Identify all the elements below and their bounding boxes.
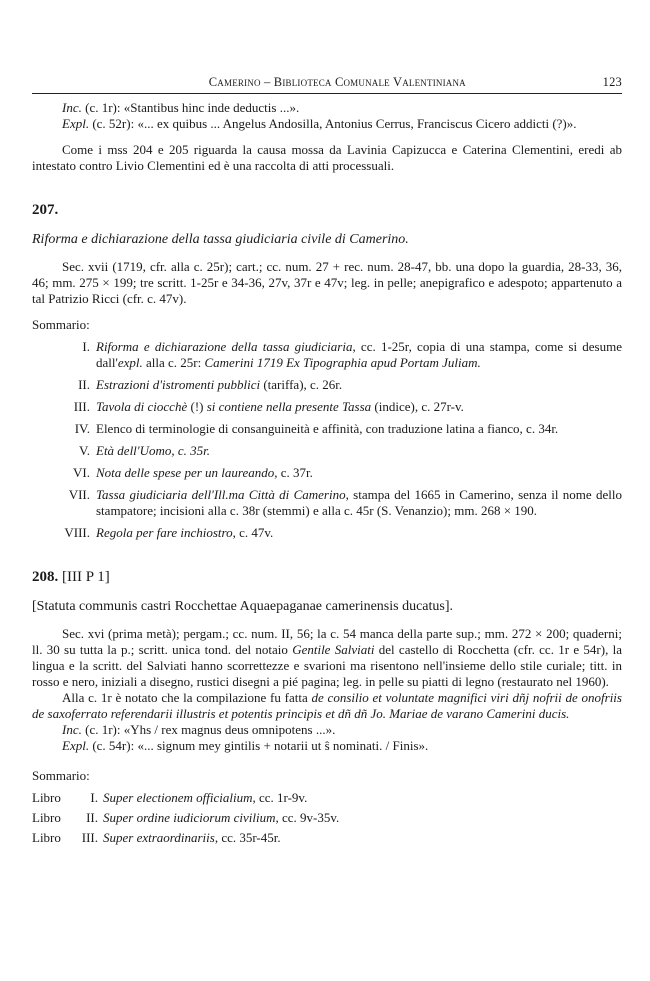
libro-word: Libro (32, 790, 61, 805)
summary-item-number: VII. (68, 487, 90, 502)
inc-text: (c. 1r): «Yhs / rex magnus deus omnipotens ...». (85, 722, 336, 737)
summary-item-text (96, 525, 622, 541)
summary-item-number: II. (78, 377, 90, 392)
summary-item (32, 443, 622, 459)
summary-item-part: , cc. 1-25r, copia di una stampa, come si desume dall' (96, 339, 622, 370)
section-207-sommario-label: Sommario: (32, 317, 90, 332)
inc-label: Inc. (62, 722, 82, 737)
summary-item-part: Riforma e dichiarazione della tassa giudiciaria (96, 339, 353, 354)
desc-b: del castello di Rocchetta (cfr. cc. 1r e 54r), la lingua e la scritt. del Salviati hanno scorrettezze e svarioni ma risentono nell'insieme dello stile curiale; titt. in rosso e nero, iniziali a disegno, rustici disegni a pié pagina; leg. in pelle su piatti di legno (restaurato nel 1960). (32, 642, 622, 689)
summary-item-part: , stampa del 1665 in Camerino, senza il nome dello stampatore; incisioni alla c. 38r (stemmi) e alla c. 45r (S. Venanzio); mm. 268 × 190. (96, 487, 622, 518)
summary-item-text (96, 443, 622, 459)
expl-text: (c. 54r): «... signum mey gintilis + notarii ut ŝ nominati. / Finis». (92, 738, 429, 753)
libro-rest: , cc. 9v-35v. (275, 810, 340, 825)
libro-num: II. (86, 810, 98, 825)
summary-item-part: Età dell'Uomo, c. 35r. (96, 443, 210, 458)
summary-item-number: VI. (73, 465, 90, 480)
section-208-heading (32, 569, 622, 585)
expl-label: Expl. (62, 116, 90, 131)
section-208-summary-list (32, 790, 622, 846)
section-208-shelfmark: [III P 1] (62, 569, 110, 585)
summary-item-part: si contiene nella presente Tassa (206, 399, 372, 414)
section-208-note (32, 690, 622, 722)
libro-it: Super ordine iudiciorum civilium (103, 810, 276, 825)
libro-rest: , cc. 1r-9v. (252, 790, 308, 805)
desc-notary: Gentile Salviati (292, 642, 375, 657)
summary-item-part: Camerini 1719 Ex Tipographia apud Portam Juliam. (204, 355, 481, 370)
summary-item-number: III. (73, 399, 90, 414)
running-title: Camerino – Biblioteca Comunale Valentiniana (208, 75, 466, 89)
summary-item (32, 525, 622, 541)
summary-item-text (96, 399, 622, 415)
summary-item (32, 421, 622, 437)
intro-note: Come i mss 204 e 205 riguarda la causa mossa da Lavinia Capizucca e Caterina Clementini, eredi ab intestato contro Livio Clementini ed è una raccolta di atti processuali. (32, 142, 622, 173)
summary-item-text (96, 339, 622, 371)
section-207-summary-list (32, 339, 622, 541)
section-208-expl (32, 738, 622, 754)
summary-item-part: alla c. 25r: (142, 355, 205, 370)
summary-item (32, 399, 622, 415)
note-quote: de consilio et voluntate magnifici viri dñj nofrii de onofriis de saxoferrato referendarii illustris et potentis principis et dñ dñ Jo. Mariae de varano Camerini ducis. (32, 690, 622, 721)
libro-word: Libro (32, 830, 61, 845)
summary-item-part: Regola per fare inchiostro (96, 525, 233, 540)
summary-item-part: expl. (117, 355, 143, 370)
expl-text: (c. 52r): «... ex quibus ... Angelus Andosilla, Antonius Cerrus, Franciscus Cicero addicti (?)». (92, 116, 577, 131)
summary-item-number: I. (82, 339, 90, 354)
note-a: Alla c. 1r è notato che la compilazione fu fatta (62, 690, 312, 705)
summary-item (32, 339, 622, 371)
desc-a: Sec. xvi (prima metà); pergam.; cc. num. II, 56; la c. 54 manca della parte sup.; mm. 272 × 200; quaderni; ll. 30 su tutta la p.; scritt. unica tond. del notaio (32, 626, 622, 657)
libro-rest: , cc. 35r-45r. (214, 830, 281, 845)
summary-item-part: Elenco di terminologie di consanguineità e affinità, con traduzione latina a fianco, c. 34r. (96, 421, 559, 436)
intro-inc (32, 100, 622, 116)
section-208-title: [Statuta communis castri Rocchettae Aquaepaganae camerinensis ducatus]. (32, 599, 454, 614)
page-content (32, 100, 622, 850)
inc-label: Inc. (62, 100, 82, 115)
running-head (32, 74, 622, 94)
section-208-number: 208. (32, 569, 59, 585)
inc-text: (c. 1r): «Stantibus hinc inde deductis ...». (85, 100, 300, 115)
expl-label: Expl. (62, 738, 90, 753)
section-208-sommario-label: Sommario: (32, 768, 90, 783)
summary-item-text (96, 465, 622, 481)
summary-item-text (96, 377, 622, 393)
summary-item-part: (!) (187, 399, 207, 414)
libro-num: III. (81, 830, 98, 845)
summary-item-part: Tavola di ciocchè (96, 399, 188, 414)
section-207-title: Riforma e dichiarazione della tassa giudiciaria civile di Camerino. (32, 232, 409, 247)
summary-item-part: , c. 47v. (232, 525, 274, 540)
section-208-inc (32, 722, 622, 738)
page-number: 123 (602, 75, 622, 89)
section-207-description: Sec. xvii (1719, cfr. alla c. 25r); cart.; cc. num. 27 + rec. num. 28-47, bb. una dopo la guardia, 28-33, 36, 46; mm. 275 × 199; tre scritt. 1-25r e 34-36, 27v, 37r e 47v; leg. in pelle; anepigrafico e adespoto; appartenuto a tal Patrizio Ricci (cfr. c. 47v). (32, 259, 622, 306)
summary-item-part: Estrazioni d'istromenti pubblici (96, 377, 261, 392)
summary-item-part: Tassa giudiciaria dell'Ill.ma Città di Camerino (96, 487, 346, 502)
section-208-description (32, 626, 622, 690)
summary-item-number: IV. (74, 421, 90, 436)
libro-it: Super electionem officialium (103, 790, 253, 805)
libro-word: Libro (32, 810, 61, 825)
summary-item (32, 465, 622, 481)
libro-num: I. (90, 790, 98, 805)
summary-item-text (96, 487, 622, 519)
libro-item (32, 830, 622, 846)
summary-item-part: Nota delle spese per un laureando (96, 465, 275, 480)
summary-item (32, 377, 622, 393)
summary-item-number: V. (79, 443, 90, 458)
summary-item-part: , c. 37r. (274, 465, 313, 480)
libro-item (32, 810, 622, 826)
intro-expl (32, 116, 622, 132)
summary-item (32, 487, 622, 519)
summary-item-part: (tariffa), c. 26r. (260, 377, 343, 392)
summary-item-text (96, 421, 622, 437)
summary-item-part: (indice), c. 27r-v. (371, 399, 464, 414)
summary-item-number: VIII. (64, 525, 90, 540)
libro-item (32, 790, 622, 806)
section-207-number: 207. (32, 202, 59, 218)
libro-it: Super extraordinariis (103, 830, 215, 845)
